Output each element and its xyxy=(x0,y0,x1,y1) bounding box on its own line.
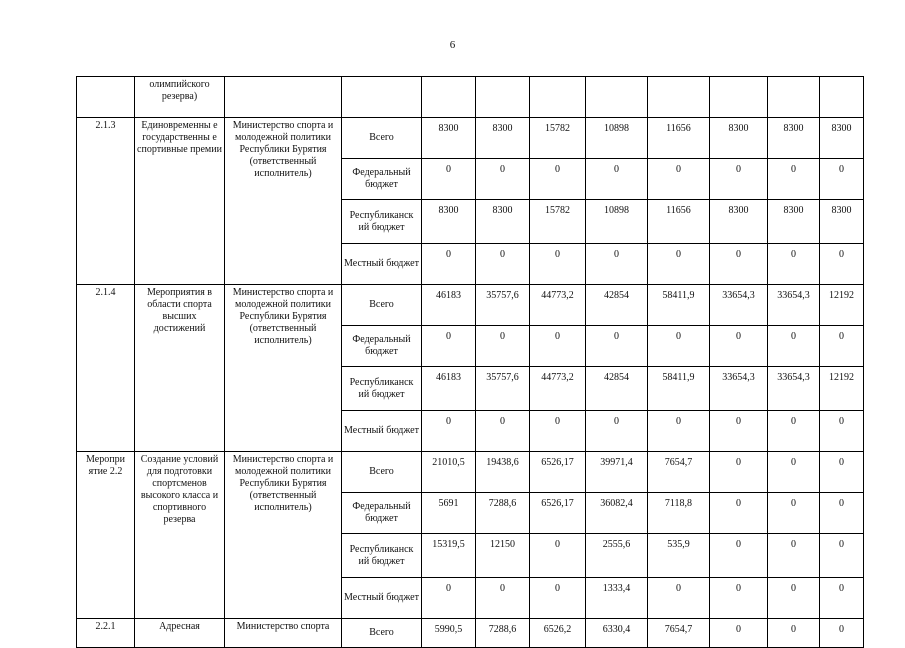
value-cell: 0 xyxy=(530,534,586,578)
value-cell: 44773,2 xyxy=(530,367,586,411)
value-cell: 0 xyxy=(710,411,768,452)
value-cell: 0 xyxy=(820,244,864,285)
empty-cell xyxy=(530,77,586,118)
funding-source-cell: Всего xyxy=(342,452,422,493)
table-row xyxy=(77,619,864,648)
value-cell: 15782 xyxy=(530,118,586,159)
value-cell: 0 xyxy=(648,244,710,285)
value-cell: 0 xyxy=(586,159,648,200)
funding-source-cell: Всего xyxy=(342,285,422,326)
value-cell: 8300 xyxy=(820,118,864,159)
table-row xyxy=(77,452,864,493)
value-cell: 58411,9 xyxy=(648,285,710,326)
value-cell: 0 xyxy=(422,159,476,200)
funding-source-cell: Федеральный бюджет xyxy=(342,159,422,200)
funding-source-cell: Республиканск ий бюджет xyxy=(342,200,422,244)
value-cell: 0 xyxy=(530,159,586,200)
empty-cell xyxy=(342,77,422,118)
value-cell: 33654,3 xyxy=(710,285,768,326)
value-cell: 0 xyxy=(820,619,864,648)
executor-cell: Министерство спорта и молодежной политики Республики Бурятия (ответственный исполнитель) xyxy=(225,118,342,285)
funding-source-cell: Республиканск ий бюджет xyxy=(342,367,422,411)
value-cell: 0 xyxy=(530,244,586,285)
value-cell: 10898 xyxy=(586,200,648,244)
value-cell: 6526,17 xyxy=(530,493,586,534)
value-cell: 0 xyxy=(768,326,820,367)
value-cell: 0 xyxy=(820,411,864,452)
value-cell: 11656 xyxy=(648,200,710,244)
value-cell: 0 xyxy=(422,411,476,452)
value-cell: 0 xyxy=(820,493,864,534)
funding-source-cell: Федеральный бюджет xyxy=(342,326,422,367)
value-cell: 0 xyxy=(768,534,820,578)
value-cell: 36082,4 xyxy=(586,493,648,534)
value-cell: 8300 xyxy=(476,200,530,244)
value-cell: 33654,3 xyxy=(768,367,820,411)
value-cell: 7118,8 xyxy=(648,493,710,534)
value-cell: 46183 xyxy=(422,367,476,411)
value-cell: 8300 xyxy=(422,200,476,244)
value-cell: 0 xyxy=(820,534,864,578)
value-cell: 0 xyxy=(768,493,820,534)
value-cell: 0 xyxy=(648,578,710,619)
name-cell: олимпийского резерва) xyxy=(135,77,225,118)
value-cell: 1333,4 xyxy=(586,578,648,619)
code-cell: 2.1.3 xyxy=(77,118,135,285)
empty-cell xyxy=(768,77,820,118)
value-cell: 0 xyxy=(768,244,820,285)
value-cell: 44773,2 xyxy=(530,285,586,326)
empty-cell xyxy=(820,77,864,118)
name-cell: Единовременны е государственны е спортивные премии xyxy=(135,118,225,285)
value-cell: 0 xyxy=(648,159,710,200)
code-cell xyxy=(77,77,135,118)
value-cell: 7654,7 xyxy=(648,619,710,648)
code-cell: 2.1.4 xyxy=(77,285,135,452)
value-cell: 0 xyxy=(422,578,476,619)
value-cell: 0 xyxy=(710,493,768,534)
value-cell: 8300 xyxy=(768,200,820,244)
value-cell: 0 xyxy=(476,411,530,452)
value-cell: 0 xyxy=(710,578,768,619)
value-cell: 6526,2 xyxy=(530,619,586,648)
value-cell: 0 xyxy=(768,452,820,493)
table-row xyxy=(77,77,864,118)
value-cell: 0 xyxy=(586,244,648,285)
value-cell: 6526,17 xyxy=(530,452,586,493)
value-cell: 12192 xyxy=(820,285,864,326)
value-cell: 33654,3 xyxy=(768,285,820,326)
value-cell: 0 xyxy=(476,578,530,619)
value-cell: 35757,6 xyxy=(476,285,530,326)
value-cell: 0 xyxy=(768,578,820,619)
value-cell: 12192 xyxy=(820,367,864,411)
value-cell: 0 xyxy=(648,326,710,367)
name-cell: Мероприятия в области спорта высших достижений xyxy=(135,285,225,452)
value-cell: 0 xyxy=(710,452,768,493)
value-cell: 5691 xyxy=(422,493,476,534)
value-cell: 0 xyxy=(710,326,768,367)
value-cell: 15782 xyxy=(530,200,586,244)
funding-source-cell: Всего xyxy=(342,619,422,648)
empty-cell xyxy=(710,77,768,118)
value-cell: 5990,5 xyxy=(422,619,476,648)
value-cell: 0 xyxy=(710,534,768,578)
empty-cell xyxy=(476,77,530,118)
value-cell: 0 xyxy=(768,159,820,200)
value-cell: 0 xyxy=(586,326,648,367)
value-cell: 8300 xyxy=(422,118,476,159)
value-cell: 0 xyxy=(476,244,530,285)
name-cell: Создание условий для подготовки спортсменов высокого класса и спортивного резерва xyxy=(135,452,225,619)
value-cell: 0 xyxy=(710,159,768,200)
name-cell: Адресная xyxy=(135,619,225,648)
funding-source-cell: Всего xyxy=(342,118,422,159)
value-cell: 0 xyxy=(820,326,864,367)
value-cell: 2555,6 xyxy=(586,534,648,578)
value-cell: 7288,6 xyxy=(476,619,530,648)
empty-cell xyxy=(422,77,476,118)
funding-source-cell: Республиканск ий бюджет xyxy=(342,534,422,578)
funding-source-cell: Местный бюджет xyxy=(342,578,422,619)
executor-cell: Министерство спорта и молодежной политики Республики Бурятия (ответственный исполнитель) xyxy=(225,285,342,452)
value-cell: 0 xyxy=(422,244,476,285)
value-cell: 0 xyxy=(530,578,586,619)
value-cell: 42854 xyxy=(586,367,648,411)
value-cell: 0 xyxy=(530,326,586,367)
value-cell: 15319,5 xyxy=(422,534,476,578)
value-cell: 46183 xyxy=(422,285,476,326)
value-cell: 19438,6 xyxy=(476,452,530,493)
executor-cell: Министерство спорта и молодежной политики Республики Бурятия (ответственный исполнитель) xyxy=(225,452,342,619)
value-cell: 35757,6 xyxy=(476,367,530,411)
table-row xyxy=(77,118,864,159)
value-cell: 0 xyxy=(530,411,586,452)
value-cell: 0 xyxy=(476,326,530,367)
empty-cell xyxy=(225,77,342,118)
value-cell: 0 xyxy=(820,159,864,200)
value-cell: 11656 xyxy=(648,118,710,159)
value-cell: 12150 xyxy=(476,534,530,578)
executor-cell: Министерство спорта xyxy=(225,619,342,648)
value-cell: 8300 xyxy=(768,118,820,159)
value-cell: 33654,3 xyxy=(710,367,768,411)
value-cell: 58411,9 xyxy=(648,367,710,411)
value-cell: 0 xyxy=(820,452,864,493)
value-cell: 8300 xyxy=(710,200,768,244)
value-cell: 6330,4 xyxy=(586,619,648,648)
code-cell: Меропри ятие 2.2 xyxy=(77,452,135,619)
value-cell: 0 xyxy=(422,326,476,367)
value-cell: 8300 xyxy=(820,200,864,244)
value-cell: 0 xyxy=(710,619,768,648)
value-cell: 7288,6 xyxy=(476,493,530,534)
value-cell: 7654,7 xyxy=(648,452,710,493)
value-cell: 0 xyxy=(820,578,864,619)
value-cell: 0 xyxy=(648,411,710,452)
value-cell: 21010,5 xyxy=(422,452,476,493)
budget-table xyxy=(76,76,864,648)
value-cell: 42854 xyxy=(586,285,648,326)
value-cell: 0 xyxy=(586,411,648,452)
value-cell: 0 xyxy=(476,159,530,200)
value-cell: 8300 xyxy=(710,118,768,159)
funding-source-cell: Местный бюджет xyxy=(342,244,422,285)
value-cell: 0 xyxy=(710,244,768,285)
value-cell: 0 xyxy=(768,411,820,452)
table-body xyxy=(77,77,864,648)
value-cell: 535,9 xyxy=(648,534,710,578)
funding-source-cell: Местный бюджет xyxy=(342,411,422,452)
value-cell: 10898 xyxy=(586,118,648,159)
empty-cell xyxy=(586,77,648,118)
funding-source-cell: Федеральный бюджет xyxy=(342,493,422,534)
page-number: 6 xyxy=(449,39,456,51)
value-cell: 39971,4 xyxy=(586,452,648,493)
code-cell: 2.2.1 xyxy=(77,619,135,648)
table-row xyxy=(77,285,864,326)
empty-cell xyxy=(648,77,710,118)
value-cell: 8300 xyxy=(476,118,530,159)
value-cell: 0 xyxy=(768,619,820,648)
